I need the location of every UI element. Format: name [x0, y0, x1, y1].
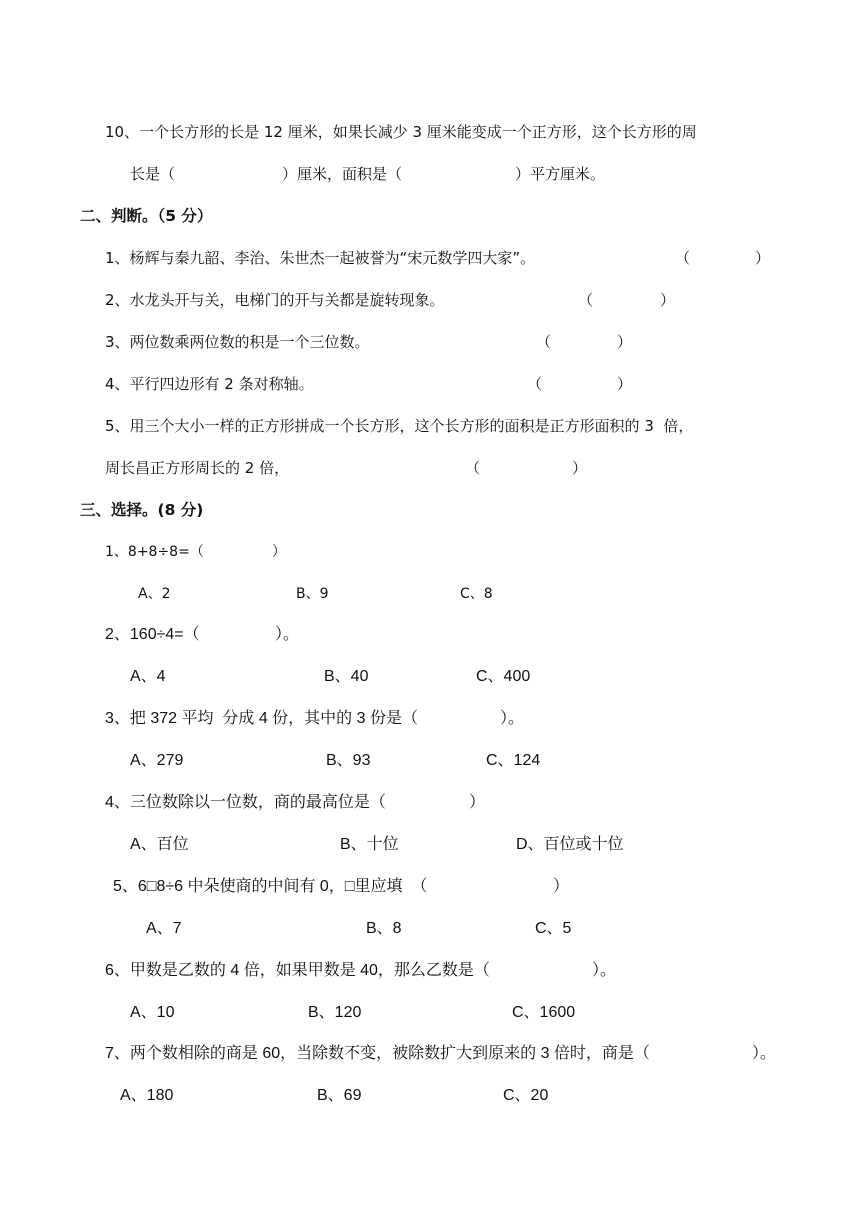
choice-2-option-b: B、40: [324, 668, 369, 685]
choice-question-7: 7、两个数相除的商是 60，当除数不变，被除数扩大到原来的 3 倍时，商是（: [105, 1045, 650, 1062]
choice-7-option-b: B、69: [317, 1087, 362, 1104]
choice-question-6: 6、甲数是乙数的 4 倍，如果甲数是 40，那么乙数是（: [105, 962, 490, 979]
choice-5-option-b: B、8: [366, 920, 402, 937]
judgement-answer-open-5: （: [465, 459, 481, 477]
judgement-answer-close-4: ）: [617, 375, 633, 393]
choice-3-option-b: B、93: [326, 752, 371, 769]
judgement-answer-open-4: （: [527, 375, 543, 393]
fill-question-10-line2-middle: ）厘米，面积是（: [282, 165, 403, 183]
choice-4-option-a: A、百位: [130, 836, 189, 853]
choice-question-4: 4、三位数除以一位数，商的最高位是（: [105, 794, 386, 811]
section-heading-choice: 三、选择。(8 分): [80, 501, 204, 519]
choice-question-3: 3、把 372 平均 分成 4 份，其中的 3 份是（: [105, 710, 418, 727]
judgement-answer-open-3: （: [536, 333, 552, 351]
choice-3-option-a: A、279: [130, 752, 184, 769]
choice-6-option-c: C、1600: [512, 1004, 576, 1021]
choice-question-6-close: ）。: [592, 962, 617, 979]
choice-2-option-a: A、4: [130, 668, 166, 685]
choice-question-2-close: ）。: [275, 626, 300, 643]
choice-1-option-c: C、8: [460, 586, 493, 602]
choice-question-3-close: ）。: [500, 710, 525, 727]
fill-question-10-line2-end: ）平方厘米。: [515, 165, 606, 183]
judgement-item-4: 4、平行四边形有 2 条对称轴。: [105, 375, 314, 393]
judgement-item-5-line2: 周长昌正方形周长的 2 倍，: [105, 459, 290, 477]
choice-question-1: 1、8+8÷8=（: [105, 544, 204, 560]
choice-4-option-b: B、十位: [340, 836, 399, 853]
judgement-item-3: 3、两位数乘两位数的积是一个三位数。: [105, 333, 370, 351]
choice-1-option-b: B、9: [296, 586, 329, 602]
choice-6-option-b: B、120: [308, 1004, 362, 1021]
choice-1-option-a: A、2: [138, 586, 171, 602]
choice-7-option-c: C、20: [503, 1087, 549, 1104]
choice-question-4-close: ）: [469, 794, 486, 811]
choice-5-option-a: A、7: [146, 920, 182, 937]
section-heading-judgement: 二、判断。（5 分）: [80, 207, 213, 225]
judgement-item-5-line1: 5、用三个大小一样的正方形拼成一个长方形，这个长方形的面积是正方形面积的 3 倍，: [105, 417, 694, 435]
judgement-answer-close-1: ）: [755, 249, 771, 267]
choice-2-option-c: C、400: [476, 668, 531, 685]
judgement-answer-open-2: （: [578, 291, 594, 309]
judgement-answer-open-1: （: [675, 249, 691, 267]
judgement-item-1: 1、杨辉与秦九韶、李治、朱世杰一起被誉为“宋元数学四大家”。: [105, 249, 536, 267]
choice-3-option-c: C、124: [486, 752, 541, 769]
choice-question-5: 5、6□8÷6 中朵使商的中间有 0，□里应填 （: [113, 878, 428, 895]
choice-question-2: 2、160÷4=（: [105, 626, 200, 643]
fill-question-10-line1: 10、一个长方形的长是 12 厘米，如果长减少 3 厘米能变成一个正方形，这个长方形的周: [105, 123, 697, 141]
judgement-item-2: 2、水龙头开与关，电梯门的开与关都是旋转现象。: [105, 291, 445, 309]
choice-question-1-close: ）: [272, 544, 286, 560]
choice-question-5-close: ）: [553, 878, 570, 895]
judgement-answer-close-3: ）: [617, 333, 633, 351]
judgement-answer-close-2: ）: [660, 291, 676, 309]
choice-question-7-close: ）。: [752, 1045, 777, 1062]
choice-4-option-c: D、百位或十位: [516, 836, 624, 853]
fill-question-10-line2-start: 长是（: [130, 165, 176, 183]
choice-5-option-c: C、5: [535, 920, 572, 937]
judgement-answer-close-5: ）: [572, 459, 588, 477]
choice-7-option-a: A、180: [120, 1087, 174, 1104]
choice-6-option-a: A、10: [130, 1004, 175, 1021]
